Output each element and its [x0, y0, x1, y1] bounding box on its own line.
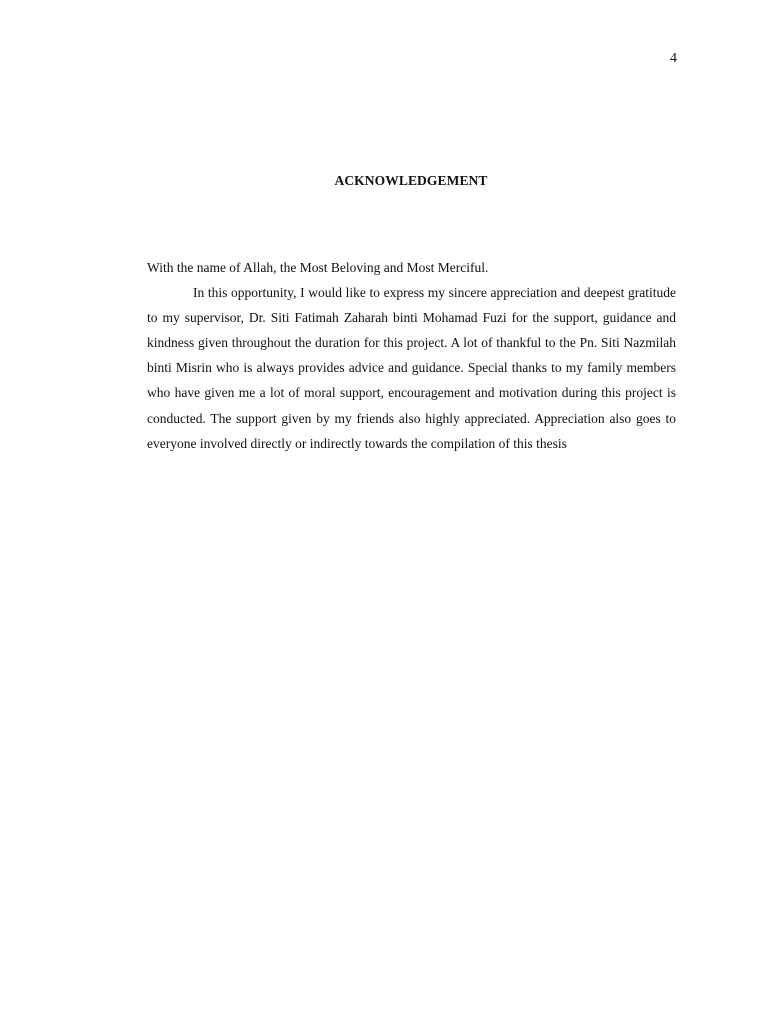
opening-line: With the name of Allah, the Most Beloving and Most Merciful. — [147, 260, 489, 275]
page-number: 4 — [670, 51, 677, 66]
acknowledgement-paragraph: In this opportunity, I would like to express my sincere appreciation and deepest gratitude to my supervisor, Dr. Siti Fatimah Zaharah binti Mohamad Fuzi for the support, guidance and kindness given throughout the duration for this project. A lot of thankful to the Pn. Siti Nazmilah binti Misrin who is always provides advice and guidance. Special thanks to my family members who have given me a lot of moral support, encouragement and motivation during this project is conducted. The support given by my friends also highly appreciated. Appreciation also goes to everyone involved directly or indirectly towards the compilation of this thesis — [147, 285, 676, 451]
page-title: ACKNOWLEDGEMENT — [334, 173, 488, 188]
acknowledgement-body — [147, 255, 676, 456]
